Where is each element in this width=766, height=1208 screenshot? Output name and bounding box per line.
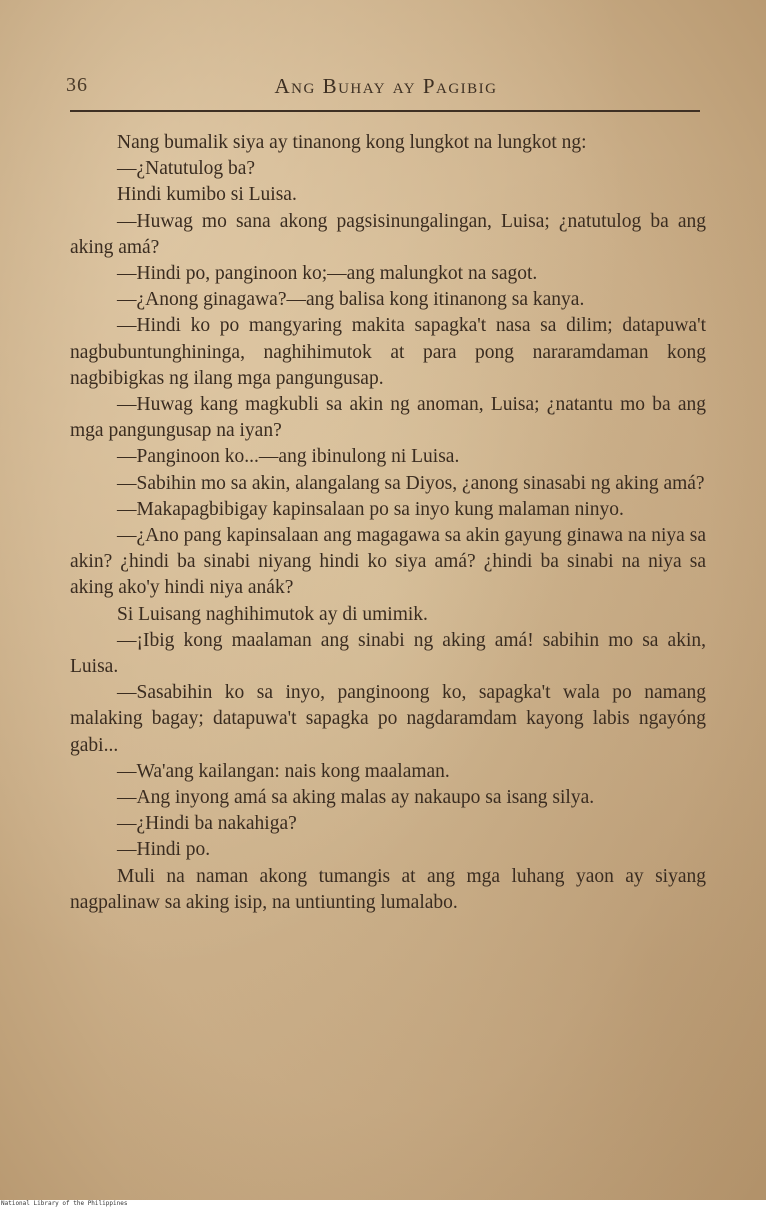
paragraph: —Sabihin mo sa akin, alangalang sa Diyos, ¿anong sinasabi ng aking amá? [117, 472, 705, 494]
paragraph: —Ang inyong amá sa aking malas ay nakaupo sa isang silya. [117, 787, 595, 809]
page-number: 36 [66, 74, 88, 96]
paragraph: —¿Natutulog ba? [117, 158, 256, 180]
paragraph: —Panginoon ko...—ang ibinulong ni Luisa. [117, 446, 460, 468]
paragraph: —Hindi ko po mangyaring makita sapagka't nasa sa dilim; datapuwa't nagbubuntunghininga, naghihimutok at para pong nararamdaman kong nagbibigkas ng ilang mga pangungusap. [70, 315, 706, 389]
paragraph: —Hindi po. [117, 839, 211, 861]
footer-credit: National Library of the Philippines [1, 1200, 128, 1207]
paragraph: —Hindi po, panginoon ko;—ang malungkot na sagot. [117, 263, 538, 285]
paragraph: Si Luisang naghihimutok ay di umimik. [117, 603, 428, 625]
paragraph: —¿Anong ginagawa?—ang balisa kong itinanong sa kanya. [117, 289, 585, 311]
paragraph: —Wa'ang kailangan: nais kong maalaman. [117, 760, 450, 782]
running-title: Ang Buhay ay Pagibig [274, 74, 498, 98]
paragraph: —Makapagbibigay kapinsalaan po sa inyo kung malaman ninyo. [117, 498, 624, 520]
paragraph: —Sasabihin ko sa inyo, panginoong ko, sapagka't wala po namang malaking bagay; datapuwa't sapagka po nagdaramdam kayong labis ngayóng gabi... [70, 682, 706, 756]
paragraph: —Huwag kang magkubli sa akin ng anoman, Luisa; ¿natantu mo ba ang mga pangungusap na iyan? [70, 394, 706, 442]
header-rule [70, 110, 700, 112]
paragraph: —¡Ibig kong maalaman ang sinabi ng aking amá! sabihin mo sa akin, Luisa. [70, 629, 706, 678]
page-header [66, 74, 706, 104]
paragraph: —¿Ano pang kapinsalaan ang magagawa sa akin gayung ginawa na niya sa akin? ¿hindi ba sinabi niyang hindi ko siya amá? ¿hindi ba sinabi na niya sa aking ako'y hindi niya anák? [70, 525, 706, 599]
paragraph: Nang bumalik siya ay tinanong kong lungkot na lungkot ng: [117, 132, 587, 153]
body-text [70, 130, 706, 916]
paragraph: Hindi kumibo si Luisa. [117, 184, 297, 206]
paragraph: —¿Hindi ba nakahiga? [117, 813, 297, 835]
paragraph: Muli na naman akong tumangis at ang mga luhang yaon ay siyang nagpalinaw sa aking isip, na untiunting lumalabo. [70, 865, 706, 913]
paragraph: —Huwag mo sana akong pagsisinungalingan, Luisa; ¿natutulog ba ang aking amá? [70, 210, 706, 258]
